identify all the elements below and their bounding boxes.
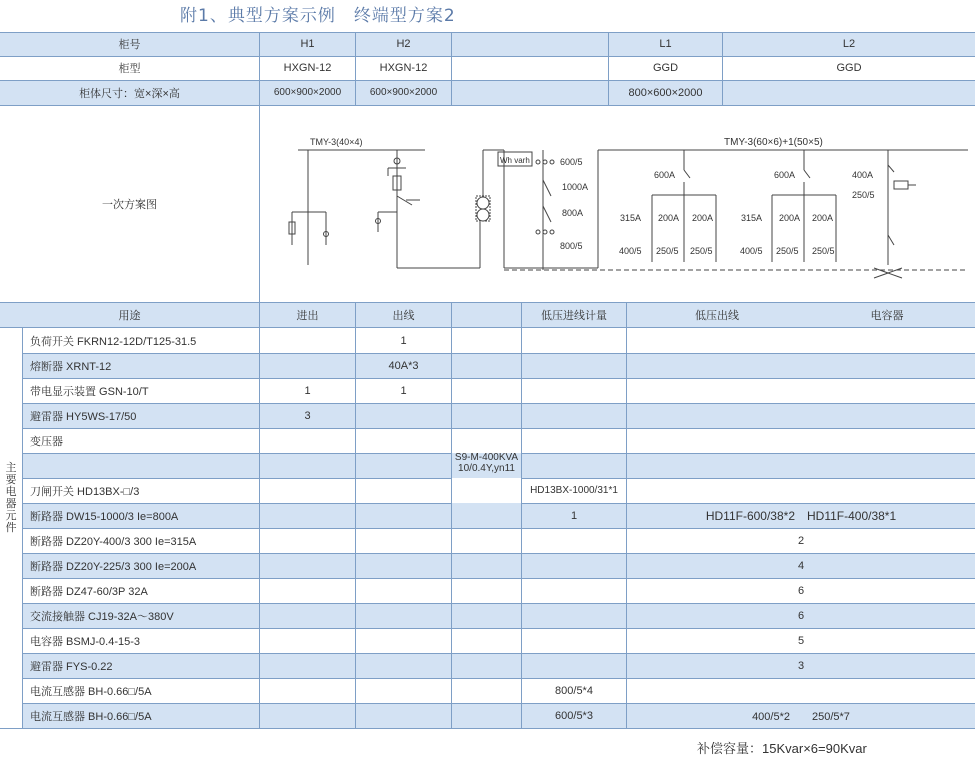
component-name: 断路器 DW15-1000/3 Ie=800A (30, 510, 179, 523)
diagram-label: 一次方案图 (102, 198, 157, 211)
cabinet-no-label: 柜号 (118, 39, 141, 51)
label-400a: 400A (852, 170, 874, 180)
usage-h2: 出线 (392, 309, 415, 322)
component-name: 电容器 BSMJ-0.4-15-3 (30, 635, 141, 648)
label-600a-1: 600A (654, 170, 676, 180)
label-ct-600: 600/5 (560, 157, 583, 167)
dimensions-label: 柜体尺寸：宽×深×高 (79, 87, 180, 100)
component-name: 负荷开关 FKRN12-12D/T125-31.5 (30, 335, 197, 348)
label-800a: 800A (562, 208, 584, 218)
label-600a-2: 600A (774, 170, 796, 180)
l2-arrester: 3 (797, 659, 805, 672)
l2-ct2: 400/5*2 250/5*7 (752, 710, 850, 723)
component-name: 熔断器 XRNT-12 (30, 360, 112, 373)
l2-dz400: 2 (797, 534, 805, 547)
type-h2: HXGN-12 (379, 62, 428, 74)
type-h1: HXGN-12 (283, 62, 332, 74)
component-name: 断路器 DZ20Y-225/3 300 Ie=200A (30, 560, 197, 573)
component-name: 交流接触器 CJ19-32A～380V (30, 610, 174, 623)
cabinet-l1: L1 (659, 38, 672, 50)
cabinet-l2: L2 (842, 38, 856, 50)
component-name: 断路器 DZ47-60/3P 32A (30, 585, 148, 598)
h2-indicator: 1 (400, 384, 407, 397)
dim-h2: 600×900×2000 (369, 87, 438, 98)
component-name: 变压器 (30, 435, 63, 448)
component-name: 断路器 DZ20Y-400/3 300 Ie=315A (30, 535, 197, 548)
label-200a-3: 200A (779, 213, 801, 223)
usage-capacitor: 电容器 (870, 309, 904, 322)
component-name: 避雷器 FYS-0.22 (30, 660, 113, 673)
cabinet-h2: H2 (396, 38, 411, 50)
cabinet-type-label: 柜型 (118, 63, 141, 75)
label-315a-1: 315A (620, 213, 642, 223)
components-side-label: 主要电器元件 (5, 462, 17, 534)
label-busbar-lv: TMY-3(60×6)+1(50×5) (724, 137, 823, 148)
component-name: 避雷器 HY5WS-17/50 (30, 410, 137, 423)
l2-contactor: 6 (797, 609, 805, 622)
label-cap-ct: 250/5 (852, 190, 875, 200)
component-name: 电流互感器 BH-0.66□/5A (30, 710, 152, 723)
l1-ct2: 600/5*3 (555, 709, 593, 722)
type-l2: GGD (836, 62, 862, 74)
label-200a-4: 200A (812, 213, 834, 223)
l2-capacitor: 5 (797, 634, 805, 647)
l2-dz225: 4 (797, 559, 805, 572)
usage-label: 用途 (118, 309, 141, 322)
compensation-capacity: 补偿容量：15Kvar×6=90Kvar (697, 741, 867, 756)
label-ct-800: 800/5 (560, 241, 583, 251)
l1-switch: HD13BX-1000/31*1 (530, 485, 618, 496)
label-meter: Wh varh (500, 156, 530, 165)
l1-breaker: 1 (570, 509, 578, 522)
label-315a-2: 315A (741, 213, 763, 223)
label-200a-1: 200A (658, 213, 680, 223)
h1-indicator: 1 (304, 384, 311, 397)
label-r250-4: 250/5 (812, 246, 835, 256)
usage-l2: 低压出线 (695, 309, 739, 322)
label-r400-2: 400/5 (740, 246, 763, 256)
h2-load-switch: 1 (400, 334, 407, 347)
usage-h1: 进出 (296, 309, 319, 322)
transformer-spec: S9-M-400KVA 10/0.4Y,yn11 (454, 452, 519, 474)
usage-l1: 低压进线计量 (541, 309, 607, 322)
label-r400-1: 400/5 (619, 246, 642, 256)
type-l1: GGD (652, 62, 679, 74)
label-r250-1: 250/5 (656, 246, 679, 256)
label-r250-3: 250/5 (776, 246, 799, 256)
component-name: 带电显示装置 GSN-10/T (30, 385, 149, 398)
h1-arrester: 3 (304, 409, 311, 422)
component-name: 刀闸开关 HD13BX-□/3 (30, 485, 140, 498)
label-busbar-hv: TMY-3(40×4) (310, 137, 363, 147)
cabinet-h1: H1 (300, 38, 315, 50)
dim-h1: 600×900×2000 (273, 87, 342, 98)
component-name: 电流互感器 BH-0.66□/5A (30, 685, 152, 698)
l2-switch: HD11F-600/38*2 HD11F-400/38*1 (705, 509, 897, 523)
h2-fuse: 40A*3 (388, 359, 419, 372)
label-1000a: 1000A (562, 182, 589, 192)
l1-ct1: 800/5*4 (555, 684, 593, 697)
label-r250-2: 250/5 (690, 246, 713, 256)
label-200a-2: 200A (692, 213, 714, 223)
dim-l1: 800×600×2000 (628, 86, 703, 99)
l2-dz47: 6 (797, 584, 805, 597)
page-title: 附1、典型方案示例 终端型方案2 (180, 6, 456, 26)
